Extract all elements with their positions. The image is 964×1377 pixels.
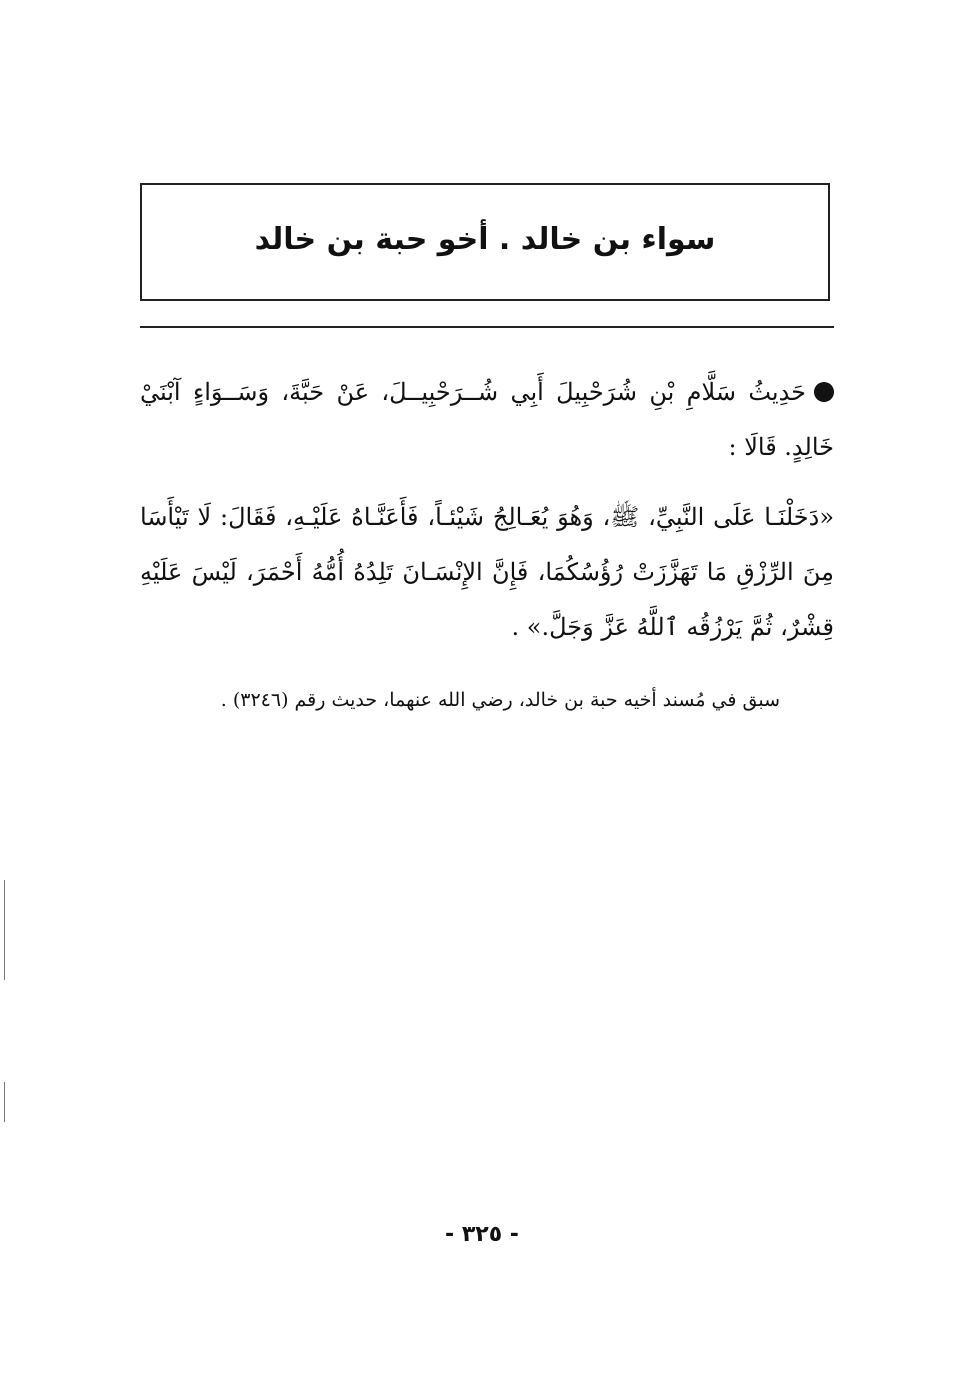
scan-edge-mark [4, 880, 5, 980]
hadith-intro-text: حَدِيثُ سَلَّامِ بْنِ شُرَحْبِيلَ أَبِي شُــرَحْبِيــلَ، عَنْ حَبَّةَ، وَسَــوَاءٍ آبْنَيْ خَالِدٍ. قَالَا : [140, 378, 834, 461]
page-number: - ٣٢٥ - [445, 1222, 519, 1247]
section-title: سواء بن خالد . أخو حبة بن خالد [254, 221, 716, 257]
divider-line [140, 326, 834, 328]
bullet-icon [814, 382, 834, 402]
scan-edge-mark [4, 1082, 5, 1122]
title-box [140, 183, 830, 301]
footnote: سبق في مُسند أخيه حبة بن خالد، رضي الله عنهما، حديث رقم (٣٢٤٦) . [220, 689, 780, 711]
hadith-text-paragraph [140, 490, 834, 655]
hadith-text: «دَخَلْنَـا عَلَى النَّبِيِّ، ﷺ، وَهُوَ يُعَـالِجُ شَيْئـاً، فَأَعَنَّـاهُ عَلَيْـهِ، فَقَالَ: لَا تَيْأَسَا مِنَ الرِّزْقِ مَا تَهَزَّزَتْ رُؤُسُكُمَا، فَإِنَّ الإِنْسَـانَ تَلِدُهُ أُمُّهُ أَحْمَرَ، لَيْسَ عَلَيْهِ قِشْرٌ، ثُمَّ يَرْزُقُه ٱللَّهُ عَزَّ وَجَلَّ.» . [140, 503, 834, 641]
hadith-intro-paragraph [140, 365, 834, 475]
